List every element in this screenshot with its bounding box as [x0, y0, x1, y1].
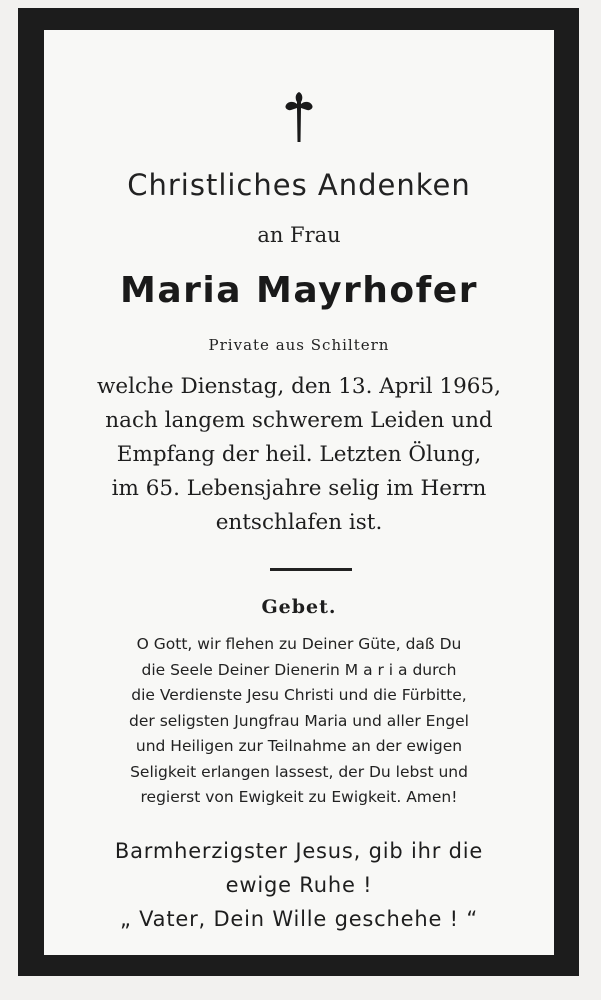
prayer-line: die Verdienste Jesu Christi und die Fürbitte, [131, 686, 467, 704]
obituary-line: entschlafen ist. [215, 510, 383, 535]
card-content [44, 30, 554, 955]
prayer-title: Gebet. [261, 596, 337, 618]
obituary-line: nach langem schwerem Leiden und [105, 408, 493, 433]
obituary-line: Empfang der heil. Letzten Ölung, [116, 442, 482, 467]
cross-icon [44, 92, 554, 144]
prayer-line: regierst von Ewigkeit zu Ewigkeit. Amen! [140, 788, 458, 806]
prayer-text [52, 632, 546, 811]
prayer-line: der seligsten Jungfrau Maria und aller Engel [129, 711, 469, 730]
prayer-line: Seligkeit erlangen lassest, der Du lebst und [130, 762, 468, 781]
closing-line: Barmherzigster Jesus, gib ihr die [114, 839, 484, 863]
closing-line: „ Vater, Dein Wille geschehe ! “ [119, 907, 479, 931]
deceased-name: Maria Mayrhofer [120, 270, 478, 311]
prayer-line: die Seele Deiner Dienerin M a r i a durch [141, 660, 457, 679]
divider-line [270, 568, 352, 571]
obituary-line: im 65. Lebensjahre selig im Herrn [111, 476, 487, 501]
obituary-text [54, 370, 544, 540]
prayer-line: O Gott, wir flehen zu Deiner Güte, daß Du [136, 635, 462, 653]
closing-text [44, 834, 554, 936]
prayer-line: und Heiligen zur Teilnahme an der ewigen [135, 737, 463, 755]
origin-text: Private aus Schiltern [208, 336, 390, 354]
obituary-line: welche Dienstag, den 13. April 1965, [97, 374, 501, 399]
card-heading: Christliches Andenken [127, 168, 471, 202]
memorial-card [18, 8, 579, 976]
closing-line: ewige Ruhe ! [225, 873, 373, 897]
dedication-text: an Frau [257, 223, 341, 247]
